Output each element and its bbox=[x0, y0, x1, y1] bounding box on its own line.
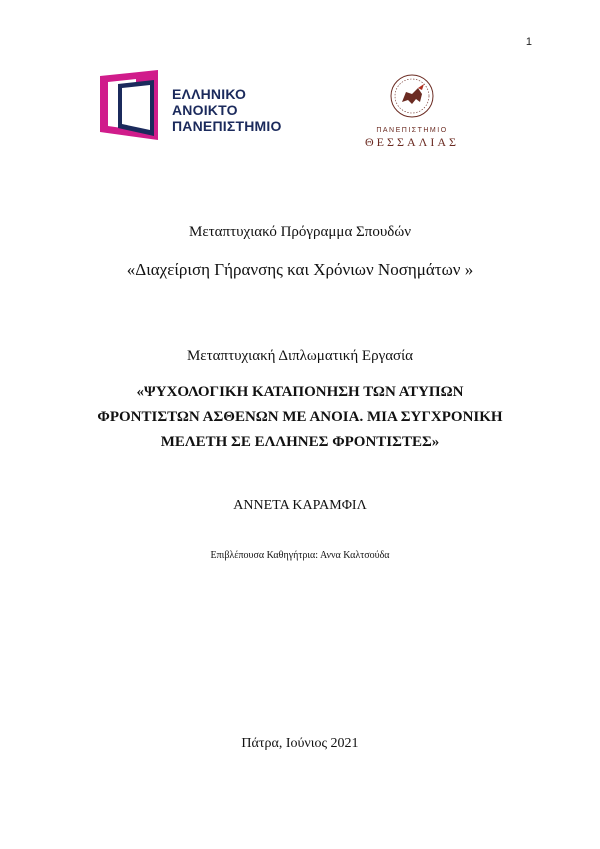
thesis-title bbox=[0, 380, 600, 455]
eap-logo-text bbox=[172, 86, 282, 134]
uth-logo-line-1: ΠΑΝΕΠΙΣΤΗΜΙΟ bbox=[376, 127, 448, 134]
eap-logo-line-1: ΕΛΛΗΝΙΚΟ bbox=[172, 86, 247, 102]
thesis-type: Μεταπτυχιακή Διπλωματική Εργασία bbox=[186, 348, 414, 364]
place-date: Πάτρα, Ιούνιος 2021 bbox=[241, 736, 359, 751]
eap-logo-line-2: ΑΝΟΙΚΤΟ bbox=[172, 102, 238, 118]
page-number: 1 bbox=[525, 36, 532, 48]
thesis-title-line-3: ΜΕΛΕΤΗ ΣΕ ΕΛΛΗΝΕΣ ΦΡΟΝΤΙΣΤΕΣ» bbox=[160, 434, 440, 450]
program-label: Μεταπτυχιακό Πρόγραμμα Σπουδών bbox=[188, 224, 412, 240]
thesis-title-line-2: ΦΡΟΝΤΙΣΤΩΝ ΑΣΘΕΝΩΝ ΜΕ ΑΝΟΙΑ. ΜΙΑ ΣΥΓΧΡΟΝΙΚΗ bbox=[97, 409, 503, 425]
program-name: «Διαχείριση Γήρανσης και Χρόνιων Νοσημάτων » bbox=[126, 260, 474, 279]
thesis-title-line-1: «ΨΥΧΟΛΟΓΙΚΗ ΚΑΤΑΠΟΝΗΣΗ ΤΩΝ ΑΤΥΠΩΝ bbox=[136, 384, 464, 400]
author-name: ΑΝΝΕΤΑ ΚΑΡΑΜΦΙΛ bbox=[233, 498, 367, 513]
supervisor: Επιβλέπουσα Καθηγήτρια: Αννα Καλτσούδα bbox=[210, 550, 390, 561]
uth-seal-icon bbox=[382, 72, 442, 120]
uth-logo-line-2: ΘΕΣΣΑΛΙΑΣ bbox=[365, 135, 459, 149]
eap-logo-line-3: ΠΑΝΕΠΙΣΤΗΜΙΟ bbox=[172, 118, 282, 134]
uth-logo bbox=[362, 72, 462, 152]
